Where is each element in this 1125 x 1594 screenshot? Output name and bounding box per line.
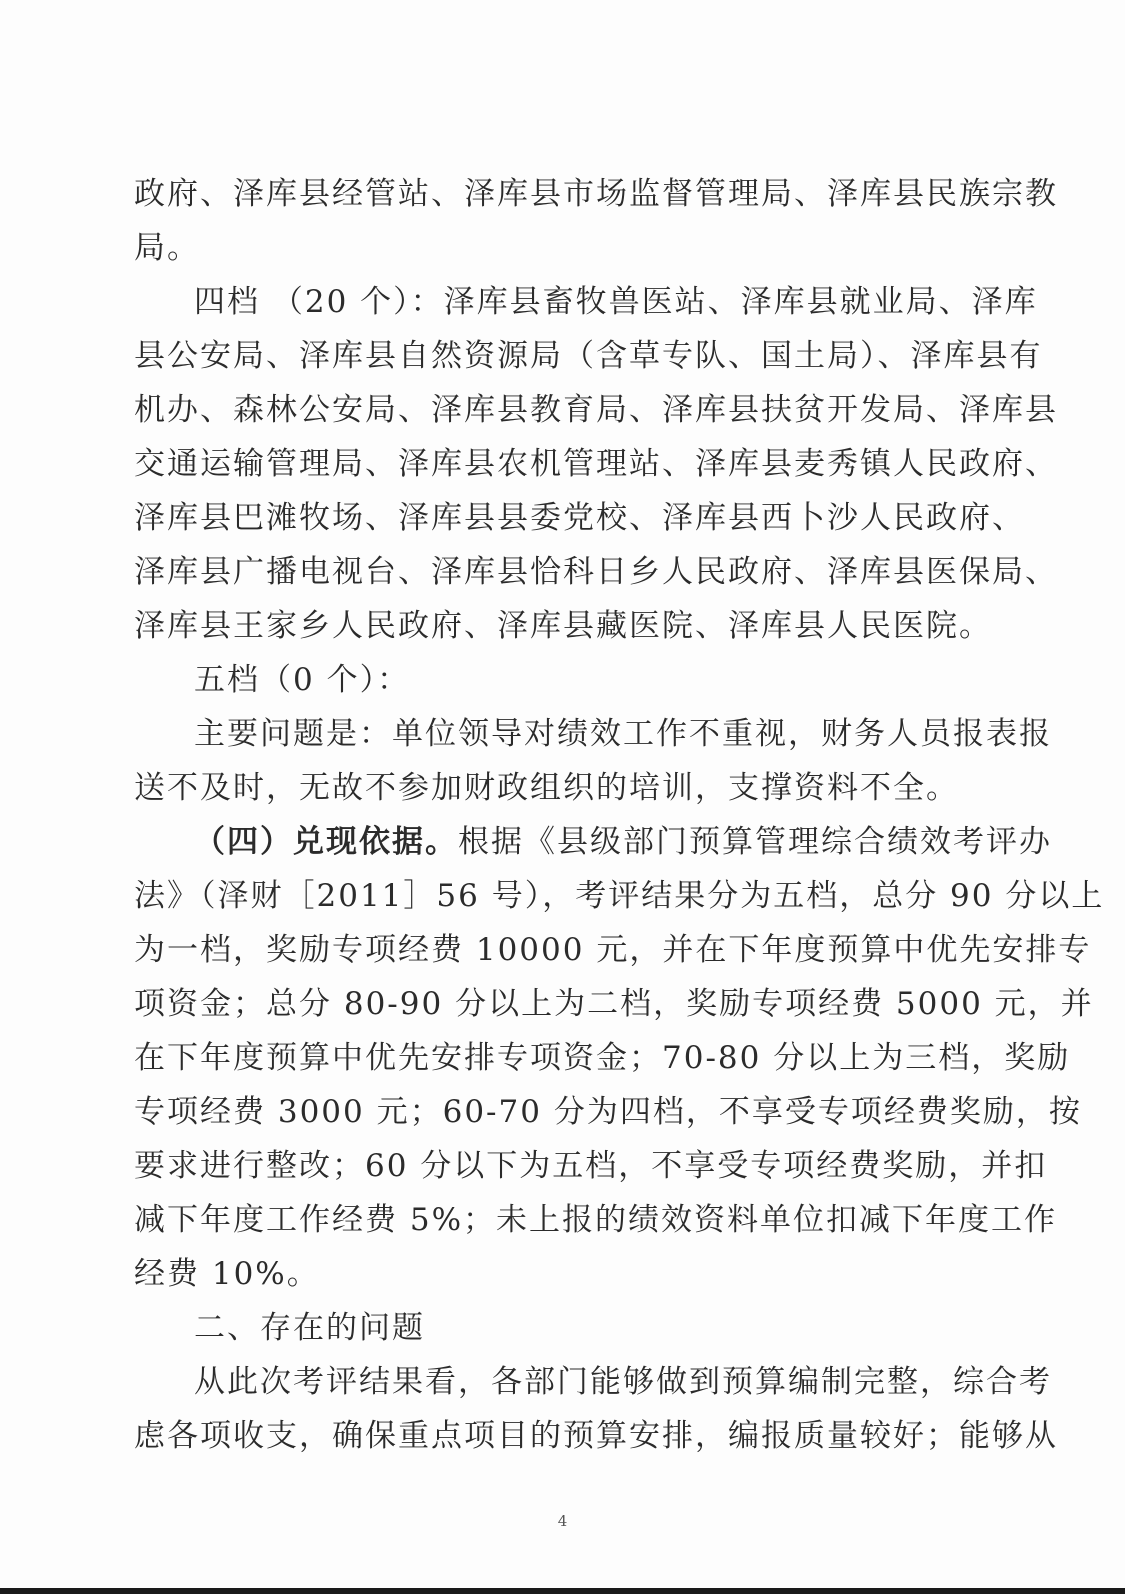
- text-line: 泽库县广播电视台、泽库县恰科日乡人民政府、泽库县医保局、: [134, 554, 1058, 590]
- text-line: 法》（泽财［2011］56 号），考评结果分为五档，总分 90 分以上: [134, 878, 1105, 914]
- text-line: 送不及时，无故不参加财政组织的培训，支撑资料不全。: [134, 770, 959, 806]
- text-line: 在下年度预算中优先安排专项资金；70-80 分以上为三档，奖励: [134, 1040, 1071, 1076]
- text-line: 交通运输管理局、泽库县农机管理站、泽库县麦秀镇人民政府、: [134, 446, 1058, 482]
- scan-bottom-edge: [0, 1588, 1125, 1594]
- text-line: 局。: [134, 230, 200, 266]
- text-line: 五档（0 个）：: [194, 662, 411, 698]
- section-title: 二、存在的问题: [194, 1310, 425, 1346]
- section-heading: （四）兑现依据。: [194, 824, 458, 860]
- text-line: 四档 （20 个）：泽库县畜牧兽医站、泽库县就业局、泽库: [194, 284, 1038, 320]
- text-line: 政府、泽库县经管站、泽库县市场监督管理局、泽库县民族宗教: [134, 176, 1058, 212]
- text-line: 减下年度工作经费 5%；未上报的绩效资料单位扣减下年度工作: [134, 1202, 1058, 1238]
- text-line: 专项经费 3000 元；60-70 分为四档，不享受专项经费奖励，按: [134, 1094, 1082, 1130]
- text-line: 为一档，奖励专项经费 10000 元，并在下年度预算中优先安排专: [134, 932, 1092, 968]
- text-line: 泽库县巴滩牧场、泽库县县委党校、泽库县西卜沙人民政府、: [134, 500, 1025, 536]
- text-line: 主要问题是：单位领导对绩效工作不重视，财务人员报表报: [194, 716, 1052, 752]
- text-line: 虑各项收支，确保重点项目的预算安排，编报质量较好；能够从: [134, 1418, 1058, 1454]
- text-run: 根据《县级部门预算管理综合绩效考评办: [458, 824, 1052, 860]
- page-number: 4: [557, 1512, 568, 1530]
- section-heading-line: [194, 822, 1052, 862]
- text-line: 经费 10%。: [134, 1256, 320, 1292]
- text-line: 项资金；总分 80-90 分以上为二档，奖励专项经费 5000 元，并: [134, 986, 1094, 1022]
- text-line: 从此次考评结果看，各部门能够做到预算编制完整，综合考: [194, 1364, 1052, 1400]
- text-line: 要求进行整改；60 分以下为五档，不享受专项经费奖励，并扣: [134, 1148, 1048, 1184]
- text-line: 机办、森林公安局、泽库县教育局、泽库县扶贫开发局、泽库县: [134, 392, 1058, 428]
- text-line: 县公安局、泽库县自然资源局（含草专队、国土局）、泽库县有: [134, 338, 1043, 374]
- text-line: 泽库县王家乡人民政府、泽库县藏医院、泽库县人民医院。: [134, 608, 992, 644]
